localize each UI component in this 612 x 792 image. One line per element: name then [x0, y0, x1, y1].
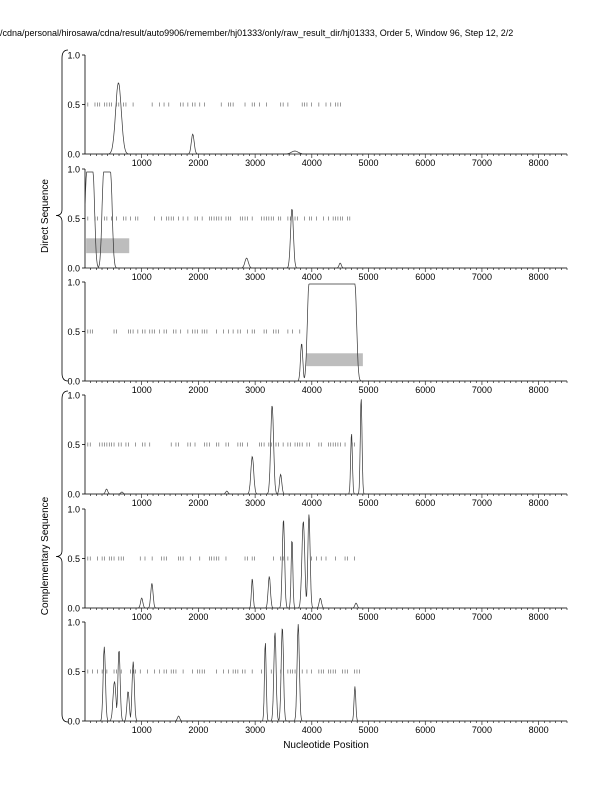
- x-tick-label: 7000: [471, 612, 492, 622]
- x-tick-label: 2000: [188, 612, 209, 622]
- y-tick-label: 1.0: [67, 390, 80, 401]
- x-tick-label: 8000: [528, 612, 549, 622]
- x-tick-label: 5000: [358, 725, 379, 735]
- complementary-sequence-label: Complementary Sequence: [40, 496, 51, 616]
- series-line: [85, 83, 567, 154]
- x-tick-label: 1000: [131, 272, 152, 282]
- y-tick-label: 0.5: [67, 100, 80, 110]
- x-tick-label: 2000: [188, 272, 209, 282]
- region-highlight: [86, 238, 129, 253]
- x-tick-label: 8000: [528, 725, 549, 735]
- series-line: [85, 284, 567, 381]
- series-line: [85, 624, 567, 721]
- x-tick-label: 3000: [245, 498, 266, 508]
- y-tick-label: 1.0: [67, 164, 80, 175]
- series-line: [85, 172, 567, 268]
- page-title: /cdna/personal/hirosawa/cdna/result/auto9906/remember/hj01333/only/raw_result_dir/hj01333, Order 5, Window 96, Step 12, 2/2: [0, 28, 514, 38]
- x-tick-label: 5000: [358, 158, 379, 168]
- y-tick-label: 0.0: [67, 489, 80, 500]
- y-tick-label: 0.0: [67, 263, 80, 274]
- x-tick-label: 8000: [528, 272, 549, 282]
- x-tick-label: 7000: [471, 385, 492, 395]
- y-tick-label: 0.0: [67, 603, 80, 614]
- x-tick-label: 7000: [471, 498, 492, 508]
- x-tick-label: 2000: [188, 385, 209, 395]
- x-tick-label: 3000: [245, 612, 266, 622]
- x-tick-label: 4000: [301, 612, 322, 622]
- x-tick-label: 5000: [358, 385, 379, 395]
- x-tick-label: 2000: [188, 158, 209, 168]
- series-line: [85, 515, 567, 609]
- x-tick-label: 1000: [131, 385, 152, 395]
- x-tick-label: 6000: [415, 725, 436, 735]
- x-tick-label: 6000: [415, 612, 436, 622]
- y-tick-label: 0.0: [67, 149, 80, 160]
- y-tick-label: 0.0: [67, 716, 80, 727]
- y-tick-label: 0.5: [67, 667, 80, 677]
- x-tick-label: 5000: [358, 272, 379, 282]
- x-tick-label: 5000: [358, 498, 379, 508]
- y-tick-label: 1.0: [67, 617, 80, 628]
- x-tick-label: 3000: [245, 385, 266, 395]
- y-tick-label: 1.0: [67, 277, 80, 288]
- x-tick-label: 2000: [188, 498, 209, 508]
- direct-sequence-label: Direct Sequence: [40, 179, 51, 253]
- x-tick-label: 4000: [301, 725, 322, 735]
- x-tick-label: 4000: [301, 272, 322, 282]
- x-tick-label: 3000: [245, 158, 266, 168]
- y-tick-label: 0.5: [67, 554, 80, 564]
- complementary-group-brace: [56, 391, 68, 722]
- x-axis-label: Nucleotide Position: [283, 740, 369, 751]
- y-tick-label: 0.0: [67, 376, 80, 387]
- x-tick-label: 4000: [301, 385, 322, 395]
- x-tick-label: 8000: [528, 158, 549, 168]
- x-tick-label: 1000: [131, 725, 152, 735]
- x-tick-label: 4000: [301, 498, 322, 508]
- x-tick-label: 7000: [471, 272, 492, 282]
- x-tick-label: 1000: [131, 158, 152, 168]
- direct-group-brace: [56, 50, 68, 381]
- x-tick-label: 6000: [415, 158, 436, 168]
- series-line: [85, 399, 567, 494]
- x-tick-label: 1000: [131, 612, 152, 622]
- y-tick-label: 0.5: [67, 327, 80, 337]
- x-tick-label: 2000: [188, 725, 209, 735]
- x-tick-label: 4000: [301, 158, 322, 168]
- x-tick-label: 6000: [415, 498, 436, 508]
- x-tick-label: 6000: [415, 272, 436, 282]
- x-tick-label: 5000: [358, 612, 379, 622]
- region-highlight: [306, 353, 363, 366]
- x-tick-label: 3000: [245, 272, 266, 282]
- x-tick-label: 3000: [245, 725, 266, 735]
- x-tick-label: 8000: [528, 498, 549, 508]
- x-tick-label: 8000: [528, 385, 549, 395]
- y-tick-label: 0.5: [67, 214, 80, 224]
- x-tick-label: 1000: [131, 498, 152, 508]
- y-tick-label: 1.0: [67, 504, 80, 515]
- x-tick-label: 7000: [471, 158, 492, 168]
- x-tick-label: 7000: [471, 725, 492, 735]
- y-tick-label: 1.0: [67, 50, 80, 61]
- y-tick-label: 0.5: [67, 440, 80, 450]
- x-tick-label: 6000: [415, 385, 436, 395]
